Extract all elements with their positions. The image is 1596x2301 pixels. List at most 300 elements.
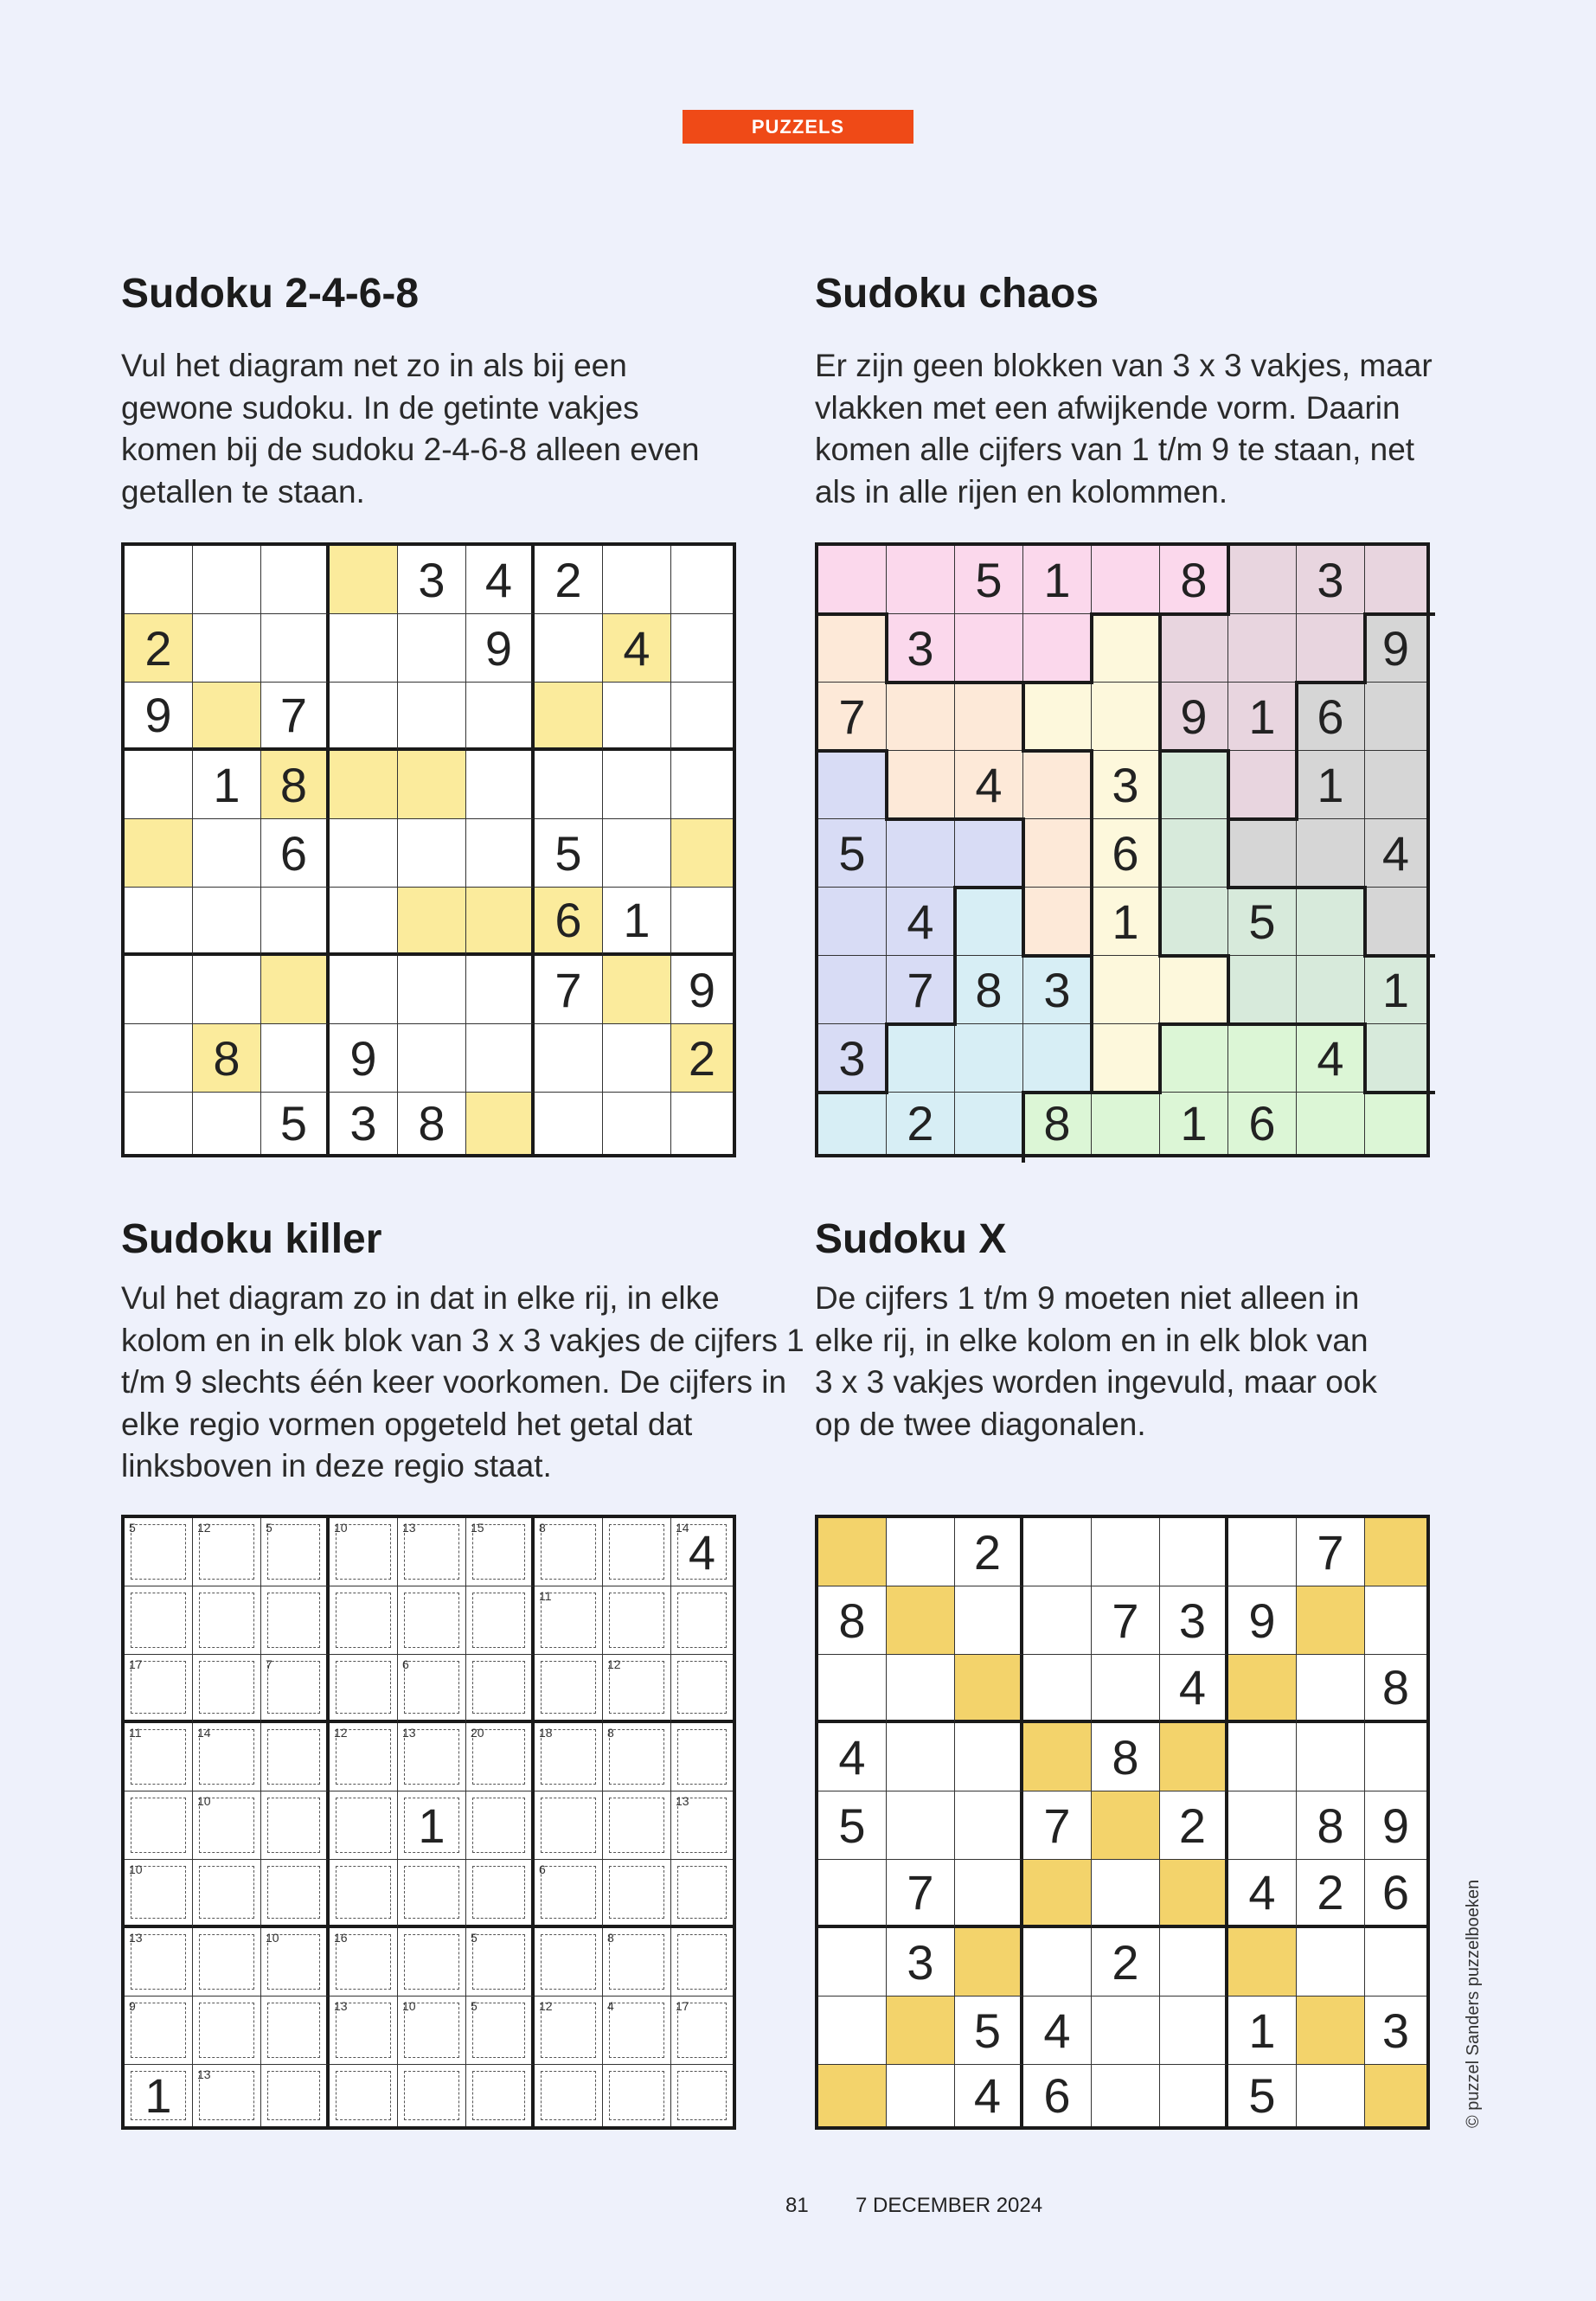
grid-cell[interactable]	[1160, 614, 1228, 683]
grid-cell[interactable]	[1228, 1586, 1297, 1655]
grid-cell[interactable]	[818, 1655, 887, 1723]
grid-cell[interactable]	[1365, 1791, 1426, 1860]
grid-cell[interactable]	[1365, 1093, 1426, 1154]
grid-cell[interactable]	[887, 1655, 955, 1723]
grid-cell[interactable]	[330, 546, 398, 614]
grid-cell[interactable]	[1297, 751, 1365, 819]
grid-cell[interactable]	[1023, 683, 1092, 751]
grid-cell[interactable]	[1297, 1586, 1365, 1655]
grid-cell[interactable]	[535, 888, 603, 956]
grid-cell[interactable]	[671, 546, 733, 614]
grid-cell[interactable]	[193, 956, 261, 1024]
grid-cell[interactable]	[1092, 1093, 1160, 1154]
grid-cell[interactable]	[1297, 819, 1365, 888]
grid-cell[interactable]	[1365, 1723, 1426, 1791]
grid-cell[interactable]	[1228, 1860, 1297, 1928]
grid-cell[interactable]	[193, 2065, 261, 2126]
grid-cell[interactable]	[193, 1928, 261, 1997]
grid-cell[interactable]	[818, 1723, 887, 1791]
grid-cell[interactable]	[535, 1024, 603, 1093]
grid-cell[interactable]	[1365, 956, 1426, 1024]
grid-cell[interactable]	[1365, 888, 1426, 956]
grid-cell[interactable]	[1160, 1860, 1228, 1928]
grid-cell[interactable]	[535, 1860, 603, 1928]
grid-cell[interactable]	[887, 1518, 955, 1586]
grid-cell[interactable]	[193, 1586, 261, 1655]
grid-cell[interactable]	[1365, 1518, 1426, 1586]
grid-cell[interactable]	[466, 2065, 535, 2126]
grid-cell[interactable]	[1228, 2065, 1297, 2126]
grid-cell[interactable]	[1297, 1024, 1365, 1093]
grid-cell[interactable]	[1228, 683, 1297, 751]
grid-cell[interactable]	[1228, 614, 1297, 683]
grid-cell[interactable]	[398, 1655, 466, 1723]
grid-cell[interactable]	[398, 1791, 466, 1860]
grid-cell[interactable]	[466, 1586, 535, 1655]
grid-cell[interactable]	[671, 1024, 733, 1093]
grid-cell[interactable]	[603, 1791, 671, 1860]
grid-cell[interactable]	[955, 1791, 1023, 1860]
grid-cell[interactable]	[603, 1723, 671, 1791]
grid-cell[interactable]	[535, 1928, 603, 1997]
grid-cell[interactable]	[125, 751, 193, 819]
grid-cell[interactable]	[887, 819, 955, 888]
grid-cell[interactable]	[466, 1860, 535, 1928]
grid-cell[interactable]	[330, 1723, 398, 1791]
grid-cell[interactable]	[818, 751, 887, 819]
grid-cell[interactable]	[261, 2065, 330, 2126]
grid-cell[interactable]	[535, 683, 603, 751]
grid-cell[interactable]	[261, 683, 330, 751]
grid-cell[interactable]	[955, 1093, 1023, 1154]
grid-cell[interactable]	[955, 888, 1023, 956]
grid-cell[interactable]	[603, 683, 671, 751]
grid-cell[interactable]	[671, 1655, 733, 1723]
grid-cell[interactable]	[535, 1791, 603, 1860]
grid-cell[interactable]	[466, 1655, 535, 1723]
grid-cell[interactable]	[1160, 1723, 1228, 1791]
grid-cell[interactable]	[887, 1860, 955, 1928]
grid-cell[interactable]	[535, 956, 603, 1024]
grid-cell[interactable]	[887, 1997, 955, 2065]
grid-cell[interactable]	[398, 2065, 466, 2126]
grid-cell[interactable]	[818, 1860, 887, 1928]
grid-cell[interactable]	[125, 683, 193, 751]
grid-cell[interactable]	[603, 1860, 671, 1928]
grid-cell[interactable]	[1023, 1093, 1092, 1154]
grid-cell[interactable]	[330, 2065, 398, 2126]
grid-cell[interactable]	[1023, 1518, 1092, 1586]
grid-cell[interactable]	[1297, 888, 1365, 956]
grid-cell[interactable]	[330, 751, 398, 819]
grid-cell[interactable]	[603, 819, 671, 888]
grid-cell[interactable]	[603, 1655, 671, 1723]
grid-cell[interactable]	[1023, 888, 1092, 956]
grid-cell[interactable]	[330, 1518, 398, 1586]
grid-cell[interactable]	[1297, 1655, 1365, 1723]
grid-cell[interactable]	[330, 1093, 398, 1154]
grid-cell[interactable]	[1228, 956, 1297, 1024]
grid-cell[interactable]	[330, 1586, 398, 1655]
grid-cell[interactable]	[261, 614, 330, 683]
grid-cell[interactable]	[818, 1093, 887, 1154]
grid-cell[interactable]	[193, 614, 261, 683]
grid-cell[interactable]	[261, 1655, 330, 1723]
grid-cell[interactable]	[466, 1024, 535, 1093]
grid-cell[interactable]	[1023, 819, 1092, 888]
grid-cell[interactable]	[1365, 751, 1426, 819]
grid-cell[interactable]	[671, 1518, 733, 1586]
grid-cell[interactable]	[466, 1518, 535, 1586]
grid-cell[interactable]	[261, 1093, 330, 1154]
grid-cell[interactable]	[1092, 1928, 1160, 1997]
grid-cell[interactable]	[261, 1928, 330, 1997]
grid-cell[interactable]	[1092, 1024, 1160, 1093]
grid-cell[interactable]	[603, 1586, 671, 1655]
grid-cell[interactable]	[1297, 1928, 1365, 1997]
grid-cell[interactable]	[1365, 1928, 1426, 1997]
grid-cell[interactable]	[466, 888, 535, 956]
grid-cell[interactable]	[1023, 1586, 1092, 1655]
grid-cell[interactable]	[1092, 819, 1160, 888]
grid-cell[interactable]	[1160, 683, 1228, 751]
grid-cell[interactable]	[1092, 546, 1160, 614]
grid-cell[interactable]	[125, 1518, 193, 1586]
grid-cell[interactable]	[1365, 546, 1426, 614]
grid-cell[interactable]	[535, 614, 603, 683]
grid-cell[interactable]	[1023, 1024, 1092, 1093]
grid-cell[interactable]	[261, 1860, 330, 1928]
grid-cell[interactable]	[1160, 1093, 1228, 1154]
grid-cell[interactable]	[1023, 1655, 1092, 1723]
grid-cell[interactable]	[818, 614, 887, 683]
grid-cell[interactable]	[330, 1655, 398, 1723]
grid-cell[interactable]	[398, 546, 466, 614]
grid-cell[interactable]	[193, 819, 261, 888]
grid-cell[interactable]	[1228, 1791, 1297, 1860]
grid-cell[interactable]	[671, 956, 733, 1024]
grid-cell[interactable]	[671, 1860, 733, 1928]
grid-cell[interactable]	[603, 1928, 671, 1997]
grid-cell[interactable]	[466, 1928, 535, 1997]
grid-cell[interactable]	[671, 2065, 733, 2126]
grid-cell[interactable]	[261, 1723, 330, 1791]
grid-cell[interactable]	[887, 614, 955, 683]
grid-cell[interactable]	[818, 546, 887, 614]
grid-cell[interactable]	[887, 1586, 955, 1655]
grid-cell[interactable]	[1365, 683, 1426, 751]
grid-cell[interactable]	[261, 751, 330, 819]
grid-cell[interactable]	[466, 819, 535, 888]
grid-cell[interactable]	[955, 751, 1023, 819]
grid-cell[interactable]	[671, 1791, 733, 1860]
grid-cell[interactable]	[603, 1518, 671, 1586]
grid-cell[interactable]	[671, 751, 733, 819]
grid-cell[interactable]	[1228, 546, 1297, 614]
grid-cell[interactable]	[535, 1997, 603, 2065]
grid-cell[interactable]	[466, 956, 535, 1024]
grid-cell[interactable]	[125, 546, 193, 614]
grid-cell[interactable]	[1092, 683, 1160, 751]
grid-cell[interactable]	[1092, 614, 1160, 683]
grid-cell[interactable]	[887, 1093, 955, 1154]
grid-cell[interactable]	[1023, 1997, 1092, 2065]
grid-cell[interactable]	[818, 1024, 887, 1093]
grid-cell[interactable]	[1297, 683, 1365, 751]
grid-cell[interactable]	[1160, 1586, 1228, 1655]
grid-cell[interactable]	[1297, 1860, 1365, 1928]
grid-cell[interactable]	[398, 1928, 466, 1997]
grid-cell[interactable]	[1228, 888, 1297, 956]
grid-cell[interactable]	[261, 956, 330, 1024]
grid-cell[interactable]	[887, 1024, 955, 1093]
grid-cell[interactable]	[887, 2065, 955, 2126]
grid-cell[interactable]	[671, 1928, 733, 1997]
grid-cell[interactable]	[671, 1997, 733, 2065]
grid-cell[interactable]	[1228, 1093, 1297, 1154]
grid-cell[interactable]	[261, 1586, 330, 1655]
grid-cell[interactable]	[818, 819, 887, 888]
grid-cell[interactable]	[603, 751, 671, 819]
grid-cell[interactable]	[261, 1791, 330, 1860]
grid-cell[interactable]	[1297, 1723, 1365, 1791]
grid-cell[interactable]	[1092, 1860, 1160, 1928]
grid-cell[interactable]	[955, 614, 1023, 683]
grid-cell[interactable]	[603, 1093, 671, 1154]
grid-cell[interactable]	[535, 751, 603, 819]
grid-cell[interactable]	[603, 888, 671, 956]
grid-cell[interactable]	[466, 1791, 535, 1860]
grid-cell[interactable]	[955, 1655, 1023, 1723]
grid-cell[interactable]	[1092, 888, 1160, 956]
grid-cell[interactable]	[125, 956, 193, 1024]
grid-cell[interactable]	[1160, 1928, 1228, 1997]
grid-cell[interactable]	[1365, 614, 1426, 683]
grid-cell[interactable]	[398, 751, 466, 819]
grid-cell[interactable]	[671, 1093, 733, 1154]
grid-cell[interactable]	[1160, 1024, 1228, 1093]
grid-cell[interactable]	[261, 546, 330, 614]
grid-cell[interactable]	[1297, 956, 1365, 1024]
grid-cell[interactable]	[398, 819, 466, 888]
grid-cell[interactable]	[955, 1997, 1023, 2065]
grid-cell[interactable]	[603, 2065, 671, 2126]
grid-cell[interactable]	[193, 1997, 261, 2065]
grid-cell[interactable]	[330, 1997, 398, 2065]
grid-cell[interactable]	[330, 1791, 398, 1860]
grid-cell[interactable]	[193, 1860, 261, 1928]
grid-cell[interactable]	[1092, 2065, 1160, 2126]
grid-cell[interactable]	[1228, 1997, 1297, 2065]
grid-cell[interactable]	[955, 1518, 1023, 1586]
grid-cell[interactable]	[1160, 546, 1228, 614]
grid-cell[interactable]	[818, 1997, 887, 2065]
grid-cell[interactable]	[1023, 2065, 1092, 2126]
grid-cell[interactable]	[330, 888, 398, 956]
grid-cell[interactable]	[955, 819, 1023, 888]
grid-cell[interactable]	[535, 546, 603, 614]
grid-cell[interactable]	[535, 819, 603, 888]
grid-cell[interactable]	[193, 683, 261, 751]
grid-cell[interactable]	[818, 1586, 887, 1655]
grid-cell[interactable]	[193, 1518, 261, 1586]
grid-cell[interactable]	[1092, 956, 1160, 1024]
grid-cell[interactable]	[125, 614, 193, 683]
grid-cell[interactable]	[398, 1024, 466, 1093]
grid-cell[interactable]	[1092, 1723, 1160, 1791]
grid-cell[interactable]	[125, 1024, 193, 1093]
grid-cell[interactable]	[887, 1928, 955, 1997]
grid-cell[interactable]	[1228, 819, 1297, 888]
grid-cell[interactable]	[1297, 1093, 1365, 1154]
grid-cell[interactable]	[535, 1586, 603, 1655]
grid-cell[interactable]	[887, 956, 955, 1024]
grid-cell[interactable]	[1160, 1791, 1228, 1860]
grid-cell[interactable]	[1228, 1518, 1297, 1586]
grid-cell[interactable]	[1297, 2065, 1365, 2126]
grid-cell[interactable]	[261, 1518, 330, 1586]
grid-cell[interactable]	[193, 888, 261, 956]
grid-cell[interactable]	[887, 888, 955, 956]
grid-cell[interactable]	[125, 2065, 193, 2126]
grid-cell[interactable]	[193, 1791, 261, 1860]
grid-cell[interactable]	[125, 1586, 193, 1655]
grid-cell[interactable]	[398, 888, 466, 956]
grid-cell[interactable]	[818, 1518, 887, 1586]
grid-cell[interactable]	[1228, 1723, 1297, 1791]
grid-cell[interactable]	[955, 1723, 1023, 1791]
grid-cell[interactable]	[955, 1024, 1023, 1093]
grid-cell[interactable]	[330, 1860, 398, 1928]
grid-cell[interactable]	[1092, 1997, 1160, 2065]
grid-cell[interactable]	[261, 819, 330, 888]
grid-cell[interactable]	[1023, 751, 1092, 819]
grid-cell[interactable]	[1160, 956, 1228, 1024]
grid-cell[interactable]	[398, 1093, 466, 1154]
grid-cell[interactable]	[466, 683, 535, 751]
grid-cell[interactable]	[887, 546, 955, 614]
grid-cell[interactable]	[125, 1723, 193, 1791]
grid-cell[interactable]	[398, 956, 466, 1024]
grid-cell[interactable]	[671, 683, 733, 751]
grid-cell[interactable]	[261, 888, 330, 956]
grid-cell[interactable]	[955, 683, 1023, 751]
grid-cell[interactable]	[1092, 1791, 1160, 1860]
grid-cell[interactable]	[1228, 1928, 1297, 1997]
grid-cell[interactable]	[1365, 819, 1426, 888]
grid-cell[interactable]	[261, 1997, 330, 2065]
grid-cell[interactable]	[603, 1024, 671, 1093]
grid-cell[interactable]	[330, 614, 398, 683]
grid-cell[interactable]	[193, 1093, 261, 1154]
grid-cell[interactable]	[1160, 2065, 1228, 2126]
grid-cell[interactable]	[330, 683, 398, 751]
grid-cell[interactable]	[603, 614, 671, 683]
grid-cell[interactable]	[125, 1791, 193, 1860]
grid-cell[interactable]	[1160, 1518, 1228, 1586]
grid-cell[interactable]	[125, 1997, 193, 2065]
grid-cell[interactable]	[887, 683, 955, 751]
grid-cell[interactable]	[193, 1024, 261, 1093]
grid-cell[interactable]	[671, 1723, 733, 1791]
grid-cell[interactable]	[398, 614, 466, 683]
grid-cell[interactable]	[671, 819, 733, 888]
grid-cell[interactable]	[1092, 1586, 1160, 1655]
grid-cell[interactable]	[818, 2065, 887, 2126]
grid-cell[interactable]	[1023, 614, 1092, 683]
grid-cell[interactable]	[603, 956, 671, 1024]
grid-cell[interactable]	[398, 1586, 466, 1655]
grid-cell[interactable]	[671, 888, 733, 956]
grid-cell[interactable]	[1365, 1024, 1426, 1093]
grid-cell[interactable]	[887, 1723, 955, 1791]
grid-cell[interactable]	[193, 1723, 261, 1791]
grid-cell[interactable]	[955, 2065, 1023, 2126]
grid-cell[interactable]	[535, 1093, 603, 1154]
grid-cell[interactable]	[1023, 546, 1092, 614]
grid-cell[interactable]	[466, 1093, 535, 1154]
grid-cell[interactable]	[466, 614, 535, 683]
grid-cell[interactable]	[887, 1791, 955, 1860]
grid-cell[interactable]	[193, 1655, 261, 1723]
grid-cell[interactable]	[1092, 751, 1160, 819]
grid-cell[interactable]	[955, 1928, 1023, 1997]
grid-cell[interactable]	[1160, 1997, 1228, 2065]
grid-cell[interactable]	[603, 1997, 671, 2065]
grid-cell[interactable]	[125, 1093, 193, 1154]
grid-cell[interactable]	[466, 1997, 535, 2065]
grid-cell[interactable]	[1365, 2065, 1426, 2126]
grid-cell[interactable]	[1365, 1586, 1426, 1655]
grid-cell[interactable]	[125, 1928, 193, 1997]
grid-cell[interactable]	[398, 1860, 466, 1928]
grid-cell[interactable]	[1365, 1997, 1426, 2065]
grid-cell[interactable]	[955, 1586, 1023, 1655]
grid-cell[interactable]	[1023, 1860, 1092, 1928]
grid-cell[interactable]	[466, 1723, 535, 1791]
grid-cell[interactable]	[887, 751, 955, 819]
grid-cell[interactable]	[535, 1518, 603, 1586]
grid-cell[interactable]	[1228, 751, 1297, 819]
grid-cell[interactable]	[955, 956, 1023, 1024]
grid-cell[interactable]	[398, 1723, 466, 1791]
grid-cell[interactable]	[1023, 1723, 1092, 1791]
grid-cell[interactable]	[818, 956, 887, 1024]
grid-cell[interactable]	[1023, 1928, 1092, 1997]
grid-cell[interactable]	[1160, 751, 1228, 819]
grid-cell[interactable]	[535, 2065, 603, 2126]
grid-cell[interactable]	[671, 1586, 733, 1655]
grid-cell[interactable]	[1365, 1860, 1426, 1928]
grid-cell[interactable]	[818, 888, 887, 956]
grid-cell[interactable]	[330, 819, 398, 888]
grid-cell[interactable]	[466, 751, 535, 819]
grid-cell[interactable]	[330, 956, 398, 1024]
grid-cell[interactable]	[955, 1860, 1023, 1928]
grid-cell[interactable]	[1297, 614, 1365, 683]
grid-cell[interactable]	[1228, 1655, 1297, 1723]
grid-cell[interactable]	[330, 1024, 398, 1093]
grid-cell[interactable]	[125, 1655, 193, 1723]
grid-cell[interactable]	[1160, 819, 1228, 888]
grid-cell[interactable]	[125, 888, 193, 956]
grid-cell[interactable]	[398, 1997, 466, 2065]
grid-cell[interactable]	[818, 683, 887, 751]
grid-cell[interactable]	[603, 546, 671, 614]
grid-cell[interactable]	[955, 546, 1023, 614]
grid-cell[interactable]	[1365, 1655, 1426, 1723]
grid-cell[interactable]	[125, 819, 193, 888]
